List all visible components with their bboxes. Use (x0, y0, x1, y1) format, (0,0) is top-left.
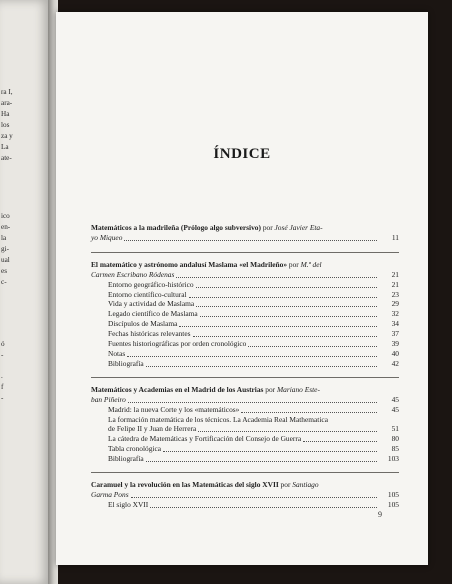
toc-section (91, 385, 399, 464)
section-author-cont: Garma Pons (91, 489, 129, 499)
leader-dots (176, 271, 377, 278)
section-by: por (287, 259, 301, 269)
section-heading (91, 480, 399, 490)
entry-label: La cátedra de Matemáticas y Fortificación del Consejo de Guerra (108, 434, 302, 444)
section-author: Santiago (292, 480, 319, 490)
leader-dots (193, 330, 378, 337)
section-by: por (263, 384, 277, 394)
toc-entry (91, 454, 399, 464)
toc-entry-line1 (91, 415, 399, 425)
page-number: 11 (391, 232, 399, 242)
leader-dots (189, 291, 377, 298)
leader-dots (248, 340, 377, 347)
page-number: 21 (391, 269, 399, 279)
page-number: 42 (391, 358, 399, 368)
toc-entry (91, 309, 399, 319)
entry-label: El siglo XVII (108, 499, 149, 509)
leader-dots (146, 360, 377, 367)
entry-label: Entorno científico-cultural (108, 289, 187, 299)
page-number: 32 (391, 309, 399, 319)
section-divider (91, 377, 399, 378)
previous-page-fragment: ual (1, 256, 10, 264)
page-number: 40 (391, 348, 399, 358)
leader-dots (179, 320, 377, 327)
section-heading (91, 260, 399, 270)
toc-entry (91, 349, 399, 359)
leader-dots (150, 501, 377, 508)
entry-label: Fuentes historiográficas por orden cronológico (108, 339, 247, 349)
page-number-folio: 9 (378, 510, 382, 519)
toc-entry (91, 280, 399, 290)
section-author-cont: Carmen Escribano Ródenas (91, 269, 175, 279)
entry-label: Notas (108, 348, 126, 358)
leader-dots (196, 281, 377, 288)
previous-page-fragment: c- (1, 278, 7, 286)
previous-page-fragment: ó (1, 340, 5, 348)
toc-entry (91, 299, 399, 309)
toc-section (91, 480, 399, 510)
previous-page-fragment: - (1, 394, 4, 402)
previous-page-fragment: f (1, 383, 4, 391)
previous-page-fragment: en- (1, 223, 11, 231)
section-author-cont: ban Piñeiro (91, 394, 126, 404)
toc-entry (91, 290, 399, 300)
page-number: 34 (391, 319, 399, 329)
toc-entry (91, 405, 399, 415)
previous-page-fragment: ara- (1, 99, 13, 107)
toc-section (91, 260, 399, 369)
entry-label: Vida y actividad de Maslama (108, 299, 195, 309)
leader-dots (241, 406, 377, 413)
section-heading (91, 223, 399, 233)
section-heading-line2 (91, 490, 399, 500)
section-divider (91, 252, 399, 253)
entry-label: Bibliografía (108, 358, 144, 368)
page-number: 85 (391, 444, 399, 454)
toc-section (91, 223, 399, 243)
toc-entry (91, 329, 399, 339)
previous-page-fragment: es (1, 267, 7, 275)
leader-dots (200, 310, 377, 317)
page-number: 105 (387, 489, 399, 499)
leader-dots (128, 396, 377, 403)
previous-page-fragment: gi- (1, 245, 9, 253)
page-number: 45 (391, 394, 399, 404)
entry-label: Tabla cronológica (108, 444, 162, 454)
index-page (56, 12, 428, 565)
page-number: 29 (391, 299, 399, 309)
entry-label: Madrid: la nueva Corte y los «matemáticos» (108, 404, 240, 414)
leader-dots (163, 445, 377, 452)
page-number: 80 (391, 434, 399, 444)
page-number: 105 (387, 499, 399, 509)
page-title: ÍNDICE (213, 146, 271, 162)
table-of-contents (91, 223, 399, 518)
previous-page-fragment: la (1, 234, 7, 242)
section-author: Mariano Este- (277, 384, 320, 394)
toc-entry (91, 359, 399, 369)
page-number: 45 (391, 404, 399, 414)
leader-dots (146, 455, 377, 462)
entry-label: Entorno geográfico-histórico (108, 279, 194, 289)
section-by: por (278, 480, 293, 490)
previous-page-fragment: La (1, 143, 9, 151)
previous-page-fragment: za y (1, 132, 13, 140)
toc-entry (91, 339, 399, 349)
section-heading-line2 (91, 395, 399, 405)
toc-entry (91, 500, 399, 510)
page-number: 21 (391, 279, 399, 289)
section-author-cont: yo Miqueo (91, 232, 123, 242)
section-author: José Javier Eta- (274, 223, 323, 232)
section-heading-line2 (91, 270, 399, 280)
leader-dots (131, 491, 377, 498)
previous-page-fragment: ico (1, 212, 10, 220)
leader-dots (127, 350, 377, 357)
section-title: El matemático y astrónomo andalusí Maslama «el Madrileño» (91, 259, 288, 269)
previous-page-fragment: los (1, 121, 10, 129)
entry-label: Bibliografía (108, 454, 144, 464)
toc-entry (91, 434, 399, 444)
toc-entry (91, 424, 399, 434)
section-title: Matemáticos a la madrileña (Prólogo algo subversivo) (91, 223, 261, 232)
section-by: por (260, 223, 275, 232)
page-number: 39 (391, 339, 399, 349)
entry-label: Fechas históricas relevantes (108, 329, 191, 339)
previous-page-fragment: - (1, 351, 4, 359)
leader-dots (196, 300, 377, 307)
page-number: 51 (391, 424, 399, 434)
section-heading-line2 (91, 233, 399, 243)
section-title: Matemáticos y Academias en el Madrid de los Austrias (91, 384, 264, 394)
page-number: 103 (387, 454, 399, 464)
previous-page-fragment: . (1, 372, 3, 380)
previous-page-fragment: Ha (1, 110, 10, 118)
page-number: 37 (391, 329, 399, 339)
section-heading (91, 385, 399, 395)
section-divider (91, 472, 399, 473)
entry-label: Discípulos de Maslama (108, 319, 178, 329)
toc-entry (91, 319, 399, 329)
entry-label: La formación matemática de los técnicos. La Academia Real Mathematica (108, 414, 328, 424)
previous-page (0, 0, 50, 584)
page-number: 23 (391, 289, 399, 299)
leader-dots (198, 425, 377, 432)
entry-label: Legado científico de Maslama (108, 309, 198, 319)
previous-page-fragment: ate- (1, 154, 12, 162)
entry-label-cont: de Felipe II y Juan de Herrera (108, 424, 197, 434)
section-title: Caramuel y la revolución en las Matemáticas del siglo XVII (91, 480, 279, 490)
previous-page-fragment: ra I, (1, 88, 13, 96)
toc-entry (91, 444, 399, 454)
leader-dots (303, 435, 377, 442)
leader-dots (124, 234, 377, 241)
section-author: M.ª del (300, 259, 322, 269)
